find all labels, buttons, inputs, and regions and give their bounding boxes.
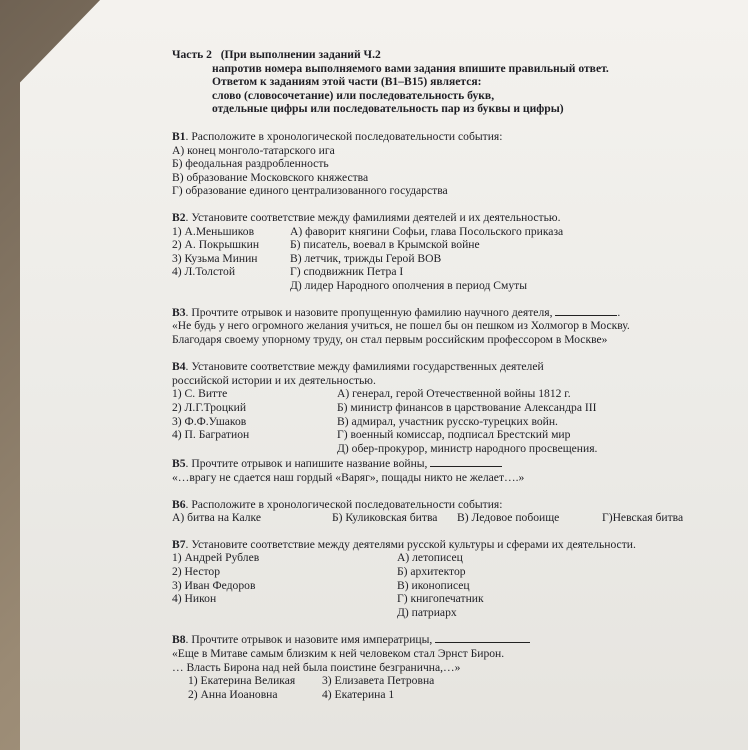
b2-activity: А) фаворит княгини Софьи, глава Посольского приказа: [290, 224, 564, 238]
b8-answer-blank[interactable]: [435, 642, 530, 643]
b7-row: [172, 592, 712, 606]
b8-option-row: [172, 674, 712, 688]
b4-row: [172, 442, 712, 456]
b2-person: 1) А.Меньшиков: [172, 224, 255, 238]
b2-row: [172, 265, 712, 279]
b2-number: В2: [172, 210, 186, 224]
b5-number: В5: [172, 457, 186, 471]
b8-quote-line: «Еще в Митаве самым близким к ней человеком стал Эрнст Бирон.: [172, 646, 505, 660]
b4-text-2: российской истории и их деятельностью.: [172, 373, 376, 387]
b5-text: . Прочтите отрывок и напишите название войны,: [185, 457, 431, 471]
worksheet-content: [172, 48, 712, 701]
instruction-line-4: слово (словосочетание) или последовательность букв,: [212, 88, 495, 102]
b7-row: [172, 606, 712, 620]
b1-number: В1: [172, 129, 186, 143]
question-b8: [172, 633, 712, 701]
b4-activity: Г) военный комиссар, подписал Брестский мир: [337, 428, 571, 442]
question-b1: [172, 130, 712, 198]
question-b4: [172, 360, 712, 455]
b7-person: 4) Никон: [172, 592, 217, 606]
b6-option: Г)Невская битва: [602, 511, 684, 525]
b7-sphere: А) летописец: [397, 551, 463, 565]
b4-row: [172, 387, 712, 401]
b7-sphere: Д) патриарх: [397, 605, 457, 619]
b8-number: В8: [172, 633, 186, 647]
b4-person: 2) Л.Г.Троцкий: [172, 401, 247, 415]
instruction-line-5: отдельные цифры или последовательность пар из буквы и цифры): [212, 102, 564, 116]
b7-sphere: Б) архитектор: [397, 565, 466, 578]
b1-item: А) конец монголо-татарского ига: [172, 143, 335, 157]
b6-option: А) битва на Калке: [172, 511, 262, 525]
b8-quote-line: … Власть Бирона над ней была поистине безгранична,…»: [172, 660, 461, 674]
b3-text: . Прочтите отрывок и назовите пропущенную фамилию научного деятеля,: [185, 305, 556, 319]
part-title: Часть 2: [172, 48, 212, 61]
b1-item: В) образование Московского княжества: [172, 170, 369, 184]
b3-quote-line: «Не будь у него огромного желания учиться, не пошел бы он пешком из Холмогор в Москву.: [172, 319, 630, 333]
b3-number: В3: [172, 305, 186, 319]
b7-person: 3) Иван Федоров: [172, 578, 256, 592]
b5-quote: «…врагу не сдается наш гордый «Варяг», пощады никто не желает….»: [172, 471, 525, 485]
question-b5: [172, 457, 712, 484]
b6-options: [172, 511, 712, 525]
b2-activity: Г) сподвижник Петра I: [290, 265, 404, 279]
b8-option: 4) Екатерина 1: [322, 687, 395, 701]
b2-activity: Б) писатель, воевал в Крымской войне: [290, 238, 480, 252]
b4-activity: В) адмирал, участник русско-турецких войн.: [337, 414, 558, 428]
b6-option: В) Ледовое побоище: [457, 511, 560, 525]
b7-row: [172, 579, 712, 593]
b4-person: 1) С. Витте: [172, 387, 228, 401]
b4-row: [172, 401, 712, 415]
b7-text: . Установите соответствие между деятелями русской культуры и сферами их деятельности.: [185, 537, 636, 551]
b2-row: [172, 225, 712, 239]
b2-row: [172, 252, 712, 266]
b2-activity: В) летчик, трижды Герой ВОВ: [290, 251, 442, 265]
b2-row: [172, 279, 712, 293]
b7-sphere: В) иконописец: [397, 578, 470, 592]
question-b3: В3. Прочтите отрывок и назовите пропущенную фамилию научного деятеля, . «Не будь у него огромного желания учиться, не пошел бы он пешком из Холмогор в Москву. Благодаря своему упорному труду, он стал первым российским профессором в Москве»: [172, 306, 712, 347]
b3-quote-line: Благодаря своему упорному труду, он стал первым российским профессором в Москве»: [172, 332, 608, 346]
b7-number: В7: [172, 537, 186, 551]
b4-activity: А) генерал, герой Отечественной войны 1812 г.: [337, 387, 571, 401]
b7-row: [172, 551, 712, 565]
question-b2: [172, 211, 712, 293]
b8-option-row: [172, 688, 712, 702]
b6-number: В6: [172, 497, 186, 511]
question-b6: [172, 498, 712, 525]
b1-text: . Расположите в хронологической последовательности события:: [185, 129, 503, 143]
b4-person: 4) П. Багратион: [172, 428, 250, 442]
b4-row: [172, 428, 712, 442]
b2-activity: Д) лидер Народного ополчения в период Смуты: [290, 278, 527, 292]
b1-item: Б) феодальная раздробленность: [172, 157, 329, 171]
b4-activity: Д) обер-прокурор, министр народного просвещения.: [337, 441, 598, 455]
b3-answer-blank[interactable]: [555, 315, 617, 316]
b7-sphere: Г) книгопечатник: [397, 592, 484, 606]
b6-text: . Расположите в хронологической последовательности события:: [185, 497, 503, 511]
question-b7: [172, 538, 712, 620]
b2-text: . Установите соответствие между фамилиями деятелей и их деятельностью.: [185, 210, 561, 224]
b4-activity: Б) министр финансов в царствование Александра III: [337, 401, 597, 415]
b2-person: 2) А. Покрышкин: [172, 238, 260, 252]
b7-person: 2) Нестор: [172, 565, 221, 578]
b2-person: 4) Л.Толстой: [172, 265, 236, 279]
b4-number: В4: [172, 360, 186, 374]
b8-option: 1) Екатерина Великая: [188, 674, 296, 688]
b6-option: Б) Куликовская битва: [332, 511, 438, 525]
instruction-line-3: Ответом к заданиям этой части (В1–В15) является:: [212, 75, 482, 89]
b7-row: [172, 565, 712, 579]
b4-text: . Установите соответствие между фамилиями государственных деятелей: [185, 360, 544, 374]
b5-answer-blank[interactable]: [430, 466, 502, 467]
instruction-line-1: (При выполнении заданий Ч.2: [220, 48, 381, 61]
part-header: [172, 48, 712, 116]
b8-text: . Прочтите отрывок и назовите имя императрицы,: [185, 633, 436, 647]
b4-person: 3) Ф.Ф.Ушаков: [172, 414, 247, 428]
instruction-line-2: напротив номера выполняемого вами задания впишите правильный ответ.: [212, 61, 609, 75]
b2-person: 3) Кузьма Минин: [172, 251, 258, 265]
b2-row: [172, 238, 712, 252]
b4-row: [172, 415, 712, 429]
b8-option: 2) Анна Иоановна: [188, 687, 278, 701]
b1-item: Г) образование единого централизованного государства: [172, 184, 448, 198]
b7-person: 1) Андрей Рублев: [172, 551, 260, 565]
b8-option: 3) Елизавета Петровна: [322, 674, 435, 688]
